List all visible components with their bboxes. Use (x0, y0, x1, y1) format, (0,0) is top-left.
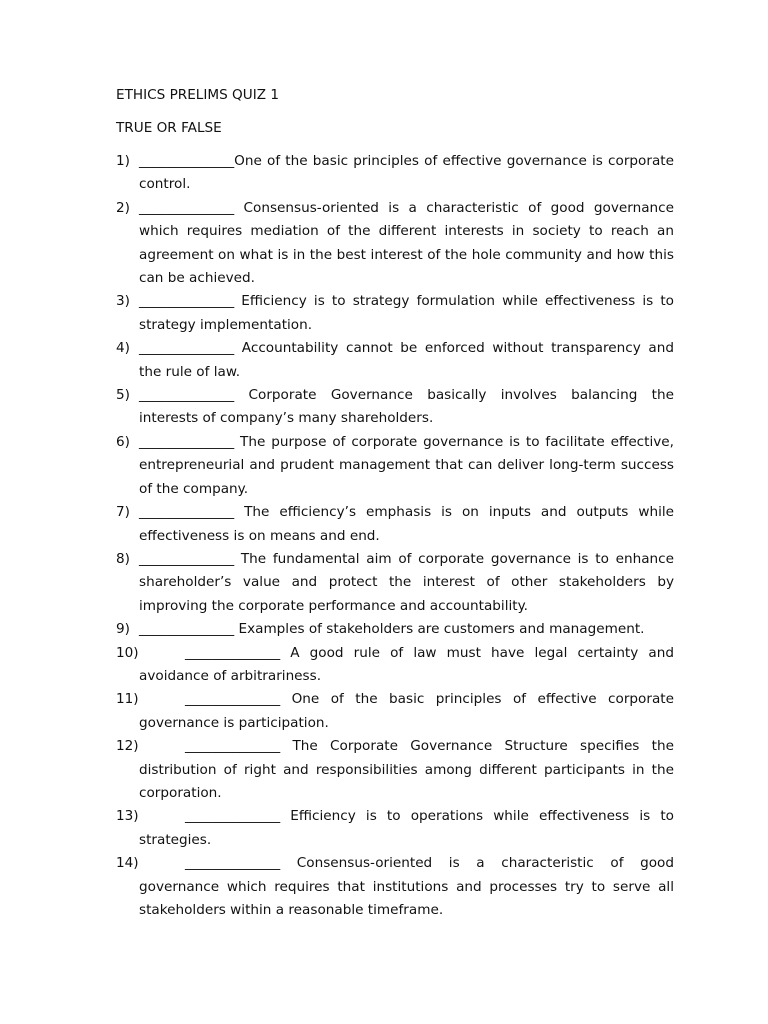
question-item (116, 384, 674, 431)
question-item (116, 688, 674, 735)
answer-blank: ______________ (139, 504, 235, 521)
statement: The purpose of corporate governance is to facilitate effective, entrepreneurial and prudent management that can deliver long-term success of the company. (139, 433, 674, 497)
question-text (139, 688, 674, 735)
statement: Consensus-oriented is a characteristic of good governance which requires mediation of the different interests in society to reach an agreement on what is in the best interest of the hole community and how this can be achieved. (139, 199, 674, 287)
statement: One of the basic principles of effective governance is corporate control. (139, 153, 674, 193)
question-item (116, 431, 674, 501)
statement: The Corporate Governance Structure specifies the distribution of right and responsibilities among different participants in the corporation. (139, 738, 674, 801)
question-number: 7) (116, 504, 130, 521)
question-text (139, 852, 674, 922)
answer-blank: ______________ (139, 550, 235, 567)
question-number: 6) (116, 433, 130, 450)
question-text (139, 290, 674, 337)
question-text (139, 735, 674, 805)
question-text (139, 805, 674, 852)
question-number: 10) (116, 644, 139, 661)
answer-blank: ______________ (185, 644, 281, 661)
question-text (139, 618, 674, 641)
question-number: 2) (116, 199, 130, 216)
document-page (116, 84, 674, 922)
statement: The fundamental aim of corporate governance is to enhance shareholder’s value and protect the interest of other stakeholders by improving the corporate performance and accountability. (139, 550, 674, 614)
question-item (116, 150, 674, 197)
statement: Accountability cannot be enforced without transparency and the rule of law. (139, 340, 674, 380)
question-item (116, 197, 674, 291)
question-text (139, 150, 674, 197)
statement: Efficiency is to strategy formulation while effectiveness is to strategy implementation. (139, 293, 674, 333)
question-text (139, 384, 674, 431)
answer-blank: ______________ (139, 153, 235, 169)
question-number: 9) (116, 621, 130, 638)
statement: One of the basic principles of effective corporate governance is participation. (139, 691, 674, 731)
answer-blank: ______________ (139, 621, 235, 638)
question-item (116, 642, 674, 689)
question-list (116, 150, 674, 922)
question-text (139, 197, 674, 291)
question-number: 12) (116, 738, 139, 755)
question-number: 1) (116, 153, 130, 169)
question-number: 5) (116, 387, 130, 404)
question-text (139, 642, 674, 689)
answer-blank: ______________ (139, 433, 235, 450)
answer-blank: ______________ (185, 808, 281, 825)
question-number: 4) (116, 340, 130, 357)
document-title: ETHICS PRELIMS QUIZ 1 (116, 87, 279, 103)
question-number: 14) (116, 855, 139, 872)
answer-blank: ______________ (185, 855, 281, 872)
question-item (116, 501, 674, 548)
section-heading: TRUE OR FALSE (116, 120, 222, 136)
question-text (139, 501, 674, 548)
statement: Examples of stakeholders are customers and management. (234, 621, 645, 638)
question-item (116, 805, 674, 852)
question-item (116, 852, 674, 922)
statement: Consensus-oriented is a characteristic of good governance which requires that institutions and processes try to serve all stakeholders within a reasonable timeframe. (139, 855, 674, 918)
statement: Efficiency is to operations while effectiveness is to strategies. (139, 808, 674, 848)
question-item (116, 618, 674, 641)
answer-blank: ______________ (139, 199, 235, 216)
question-item (116, 290, 674, 337)
answer-blank: ______________ (185, 691, 281, 708)
answer-blank: ______________ (139, 387, 235, 404)
question-item (116, 735, 674, 805)
question-text (139, 548, 674, 618)
statement: A good rule of law must have legal certainty and avoidance of arbitrariness. (139, 644, 674, 684)
statement: The efficiency’s emphasis is on inputs and outputs while effectiveness is on means and end. (139, 504, 674, 544)
question-number: 11) (116, 691, 139, 708)
question-item (116, 337, 674, 384)
question-text (139, 431, 674, 501)
question-number: 8) (116, 550, 130, 567)
question-number: 3) (116, 293, 130, 310)
question-number: 13) (116, 808, 139, 825)
question-item (116, 548, 674, 618)
question-text (139, 337, 674, 384)
answer-blank: ______________ (139, 293, 235, 310)
answer-blank: ______________ (185, 738, 281, 755)
statement: Corporate Governance basically involves balancing the interests of company’s many shareholders. (139, 387, 674, 427)
answer-blank: ______________ (139, 340, 235, 357)
